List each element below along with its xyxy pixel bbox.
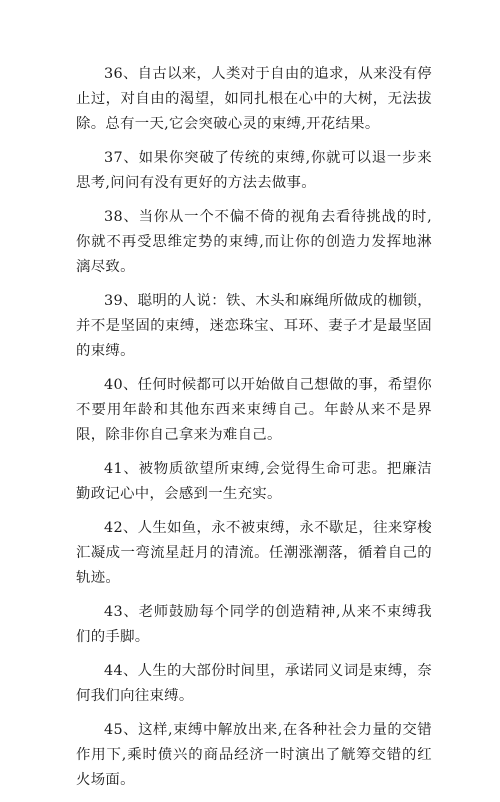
paragraph-40: 40、任何时候都可以开始做自己想做的事，希望你不要用年龄和其他东西来束缚自己。年龄从来不是界限，除非你自己拿来为难自己。: [76, 377, 432, 443]
paragraph-43: 43、老师鼓励每个同学的创造精神,从来不束缚我们的手脚。: [76, 604, 432, 645]
paragraph-36: 36、自古以来，人类对于自由的追求，从来没有停止过，对自由的渴望，如同扎根在心中的大树，无法拔除。总有一天,它会突破心灵的束缚,开花结果。: [76, 66, 432, 132]
paragraph-42: 42、人生如鱼，永不被束缚，永不歇足，往来穿梭汇凝成一弯流星赶月的清流。任潮涨潮落，循着自己的轨迹。: [76, 520, 432, 586]
paragraph-41: 41、被物质欲望所束缚,会觉得生命可悲。把廉洁勤政记心中，会感到一生充实。: [76, 461, 432, 502]
document-body: [76, 62, 432, 802]
paragraph-38: 38、当你从一个不偏不倚的视角去看待挑战的时,你就不再受思维定势的束缚,而让你的创造力发挥地淋漓尽致。: [76, 209, 432, 275]
paragraph-39: 39、聪明的人说：铁、木头和麻绳所做成的枷锁，并不是坚固的束缚，迷恋珠宝、耳环、妻子才是最坚固的束缚。: [76, 293, 432, 359]
paragraph-37: 37、如果你突破了传统的束缚,你就可以退一步来思考,问问有没有更好的方法去做事。: [76, 150, 432, 191]
paragraph-44: 44、人生的大部份时间里，承诺同义词是束缚，奈何我们向往束缚。: [76, 663, 432, 704]
paragraph-45: 45、这样,束缚中解放出来,在各种社会力量的交错作用下,乘时偾兴的商品经济一时演出了觥筹交错的红火场面。: [76, 722, 432, 788]
